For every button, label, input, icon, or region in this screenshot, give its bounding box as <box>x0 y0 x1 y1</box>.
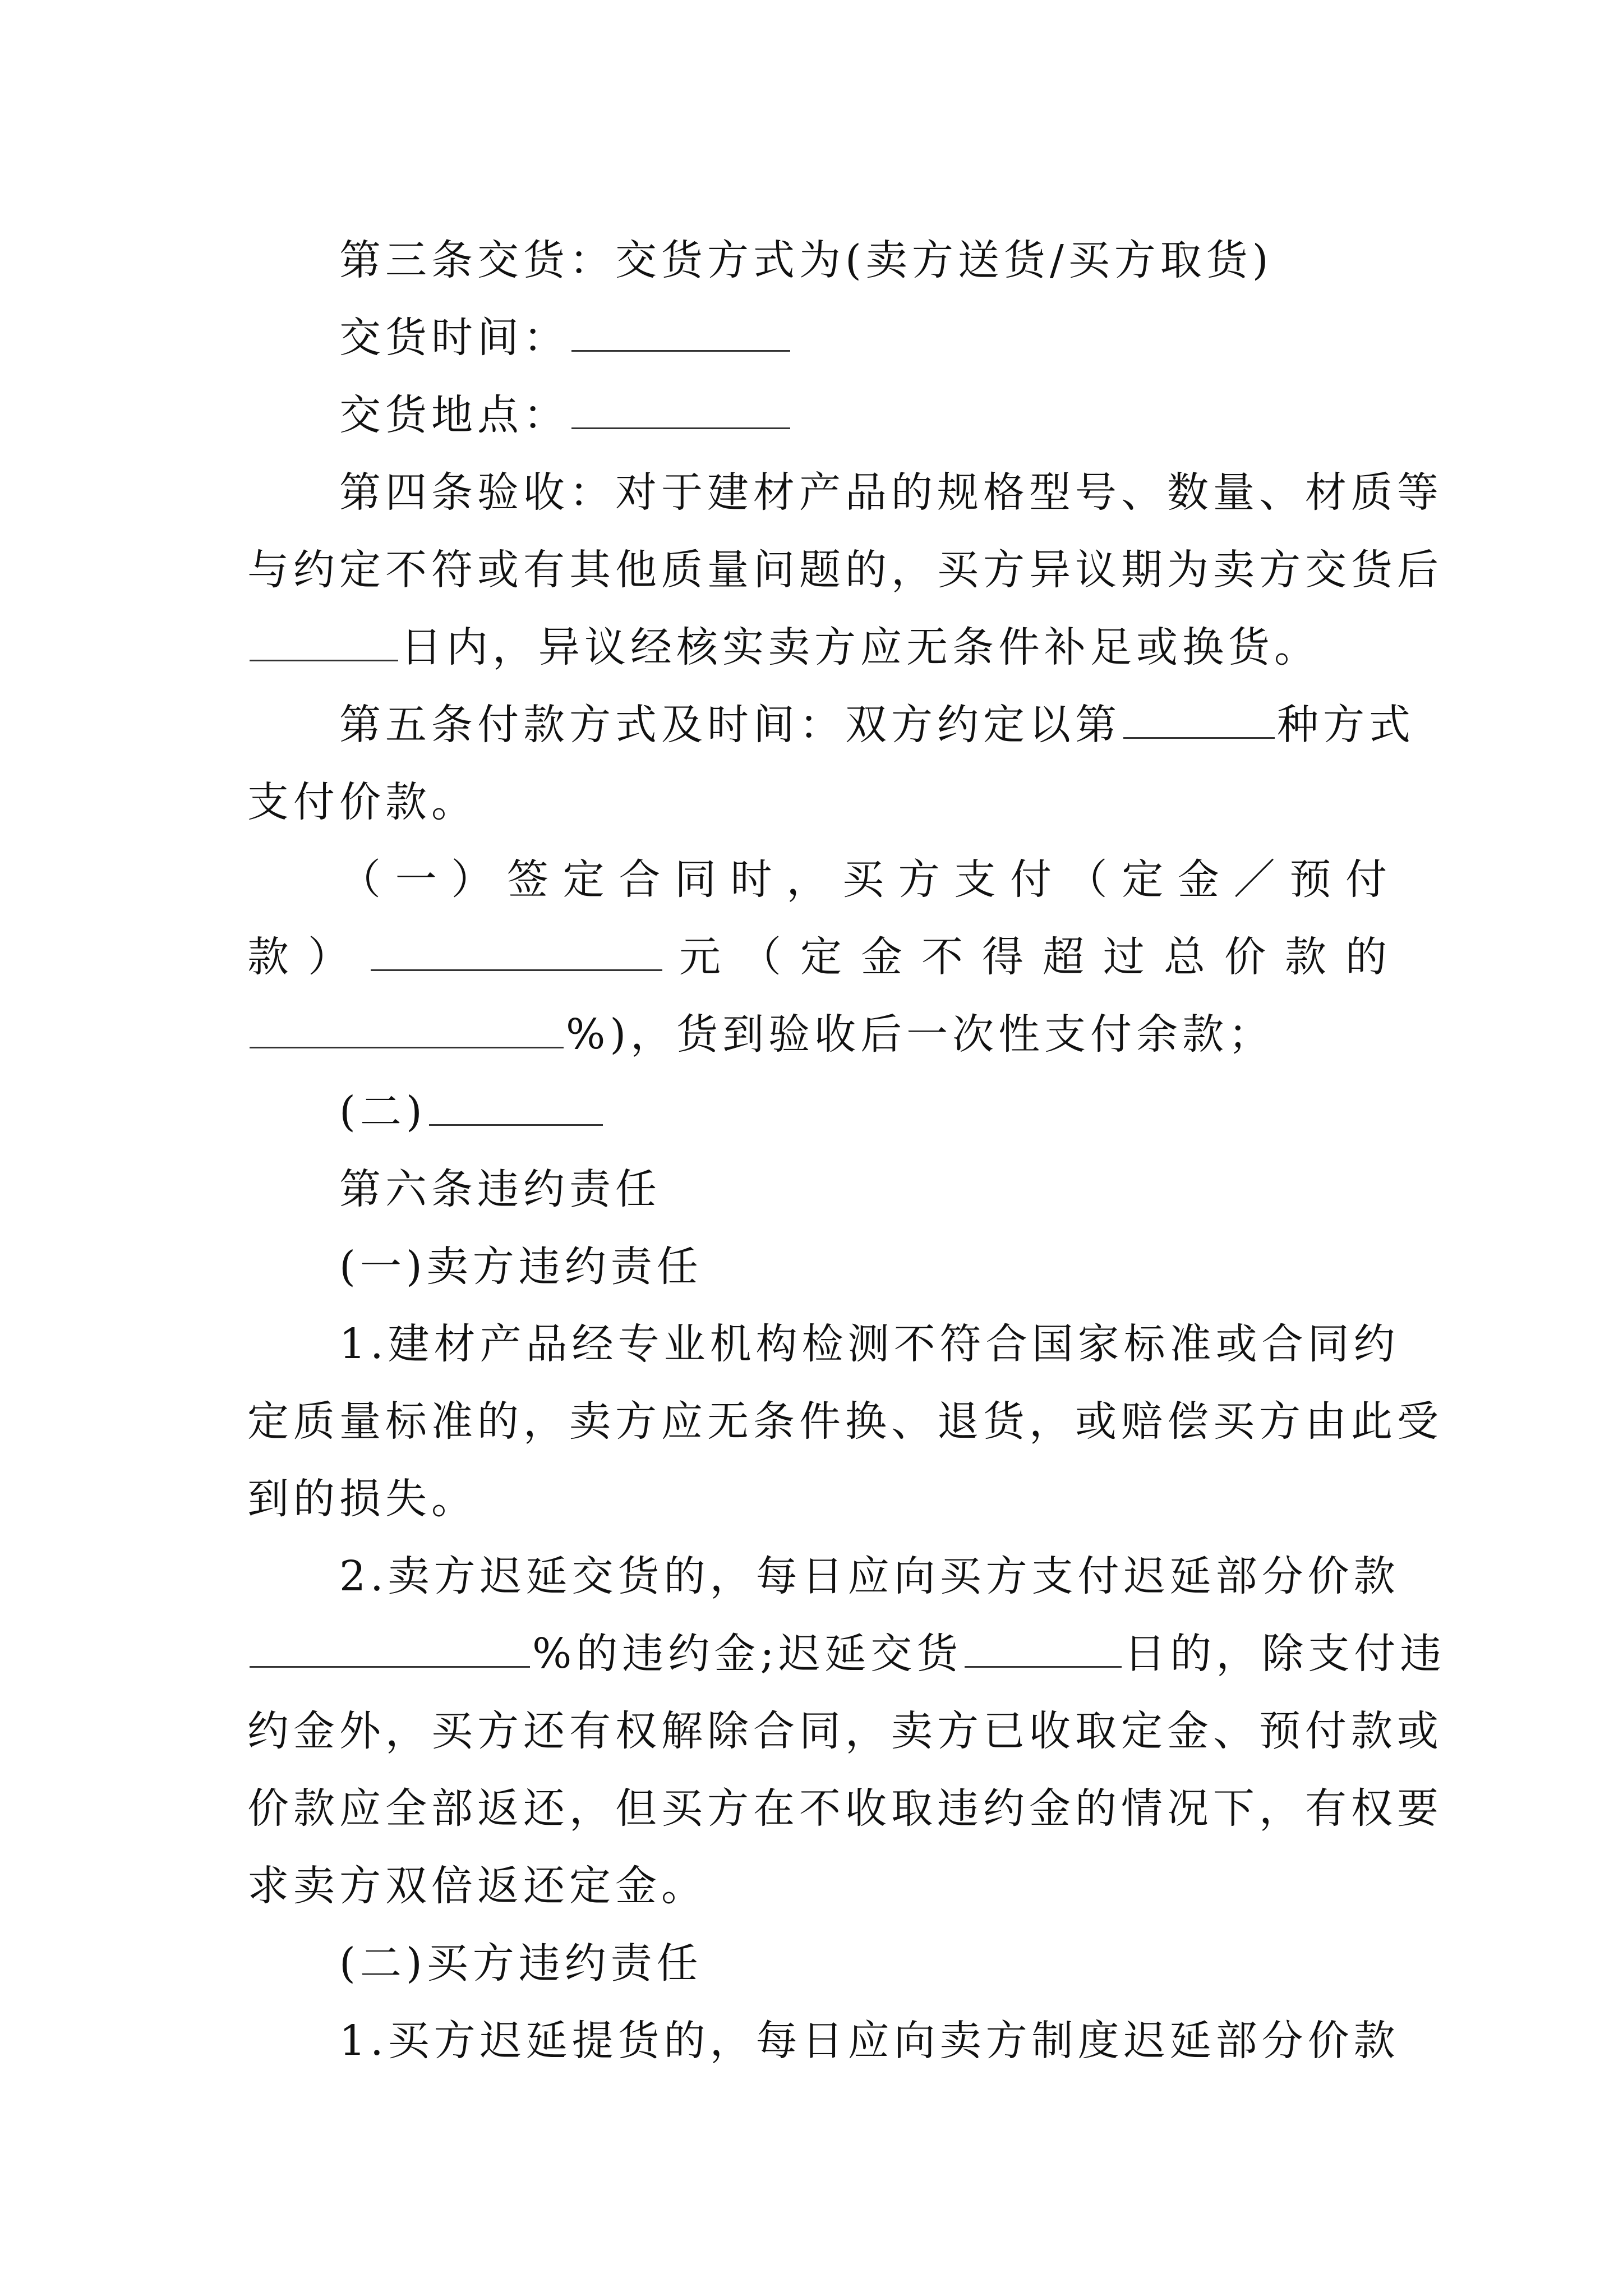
text-segment: 1.买方迟延提货的，每日应向卖方制度迟延部分价款 <box>339 2017 1400 2065</box>
payment-option-2-line <box>247 1073 1391 1151</box>
article-6-heading <box>247 1151 1391 1228</box>
text-segment: 第四条验收：对于建材产品的规格型号、数量、材质等 <box>339 468 1443 517</box>
buyer-clause-1-line-1 <box>247 2002 1400 2079</box>
text-segment: 1.建材产品经专业机构检测不符合国家标准或合同约 <box>339 1320 1400 1368</box>
delay-days-blank <box>965 1634 1122 1668</box>
seller-clause-1-line-3 <box>247 1460 1391 1538</box>
article-4-acceptance-line-1 <box>247 454 1443 531</box>
text-segment: 约金外，买方还有权解除合同，卖方已收取定金、预付款或 <box>247 1707 1443 1755</box>
payment-option-2-blank <box>429 1092 603 1126</box>
text-segment: 求卖方双倍返还定金。 <box>247 1862 707 1910</box>
text-segment: (二) <box>339 1088 427 1136</box>
seller-clause-2-line-4 <box>247 1770 1443 1847</box>
payment-option-1-line-1 <box>247 841 1391 918</box>
text-segment: 第五条付款方式及时间：双方约定以第 <box>339 701 1121 749</box>
seller-clause-2-line-2 <box>247 1615 1446 1692</box>
buyer-liability-heading <box>247 1925 1391 2002</box>
text-segment: 第三条交货：交货方式为(卖方送货/买方取货) <box>339 236 1273 284</box>
text-segment: 交货时间： <box>339 314 569 362</box>
deposit-amount-blank <box>371 937 662 971</box>
delivery-time-blank <box>571 318 790 352</box>
article-4-acceptance-line-3 <box>247 609 1391 686</box>
text-segment: 日内，异议经核实卖方应无条件补足或换货。 <box>400 623 1320 671</box>
text-segment: （一）签定合同时，买方支付（定金／预付 <box>339 855 1391 904</box>
text-segment: 第六条违约责任 <box>339 1165 661 1213</box>
text-segment: 价款应全部返还，但买方在不收取违约金的情况下，有权要 <box>247 1784 1443 1833</box>
text-segment: 定质量标准的，卖方应无条件换、退货，或赔偿买方由此受 <box>247 1397 1443 1446</box>
objection-days-blank <box>250 627 398 661</box>
article-5-payment-line-2 <box>247 763 1391 841</box>
text-segment: 到的损失。 <box>247 1475 477 1523</box>
seller-clause-2-line-3 <box>247 1692 1443 1770</box>
deposit-percent-blank <box>250 1014 564 1048</box>
payment-option-1-line-3 <box>247 996 1391 1073</box>
text-segment: %的违约金;迟延交货 <box>532 1630 963 1678</box>
text-segment: %)，货到验收后一次性支付余款； <box>566 1010 1275 1059</box>
delivery-time-line <box>247 299 1391 376</box>
article-3-delivery-method <box>247 222 1391 299</box>
text-segment: 种方式 <box>1277 701 1415 749</box>
article-4-acceptance-line-2 <box>247 531 1443 609</box>
text-segment: 交货地点： <box>339 391 569 439</box>
text-segment: (一)卖方违约责任 <box>339 1243 703 1291</box>
text-segment: 2.卖方迟延交货的，每日应向买方支付迟延部分价款 <box>339 1552 1400 1600</box>
text-segment: 元（定金不得超过总价款的 <box>665 933 1391 981</box>
seller-clause-2-line-1 <box>247 1538 1400 1615</box>
payment-option-1-line-2 <box>247 918 1391 996</box>
text-segment: 款） <box>247 933 368 981</box>
delivery-place-line <box>247 376 1391 454</box>
penalty-percent-blank <box>250 1634 530 1668</box>
delivery-place-blank <box>571 395 790 429</box>
payment-method-blank <box>1123 705 1275 739</box>
article-5-payment-line-1 <box>247 686 1415 763</box>
contract-text <box>247 222 1446 2079</box>
seller-clause-1-line-2 <box>247 1383 1443 1460</box>
seller-clause-2-line-5 <box>247 1847 1391 1925</box>
text-segment: (二)买方违约责任 <box>339 1939 703 1987</box>
text-segment: 日的，除支付违 <box>1124 1630 1446 1678</box>
seller-clause-1-line-1 <box>247 1305 1400 1383</box>
text-segment: 支付价款。 <box>247 778 477 826</box>
text-segment: 与约定不符或有其他质量问题的，买方异议期为卖方交货后 <box>247 546 1443 594</box>
seller-liability-heading <box>247 1228 1391 1305</box>
